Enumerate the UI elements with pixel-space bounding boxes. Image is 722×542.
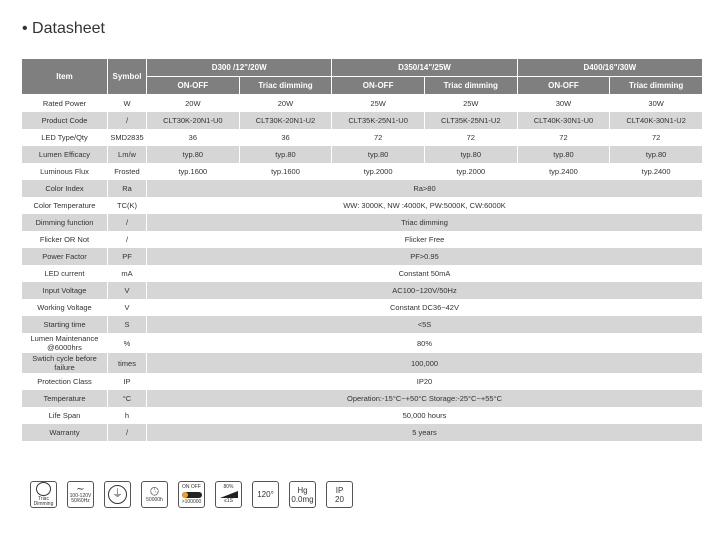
icon-sub-label: 20 — [335, 494, 344, 504]
icon-label: >100000 — [181, 498, 202, 505]
lifespan-icon — [141, 481, 168, 508]
row-value: Operation:-15°C~+50°C Storage:-25°C~+55°C — [147, 390, 703, 407]
mercury-icon — [289, 481, 316, 508]
row-value: CLT40K-30N1-U0 — [517, 112, 610, 129]
header-group: D400/16"/30W — [517, 59, 702, 77]
row-value: Flicker Free — [147, 231, 703, 248]
ramp-shape — [220, 491, 238, 498]
row-value: typ.2400 — [610, 163, 703, 180]
row-symbol: W — [108, 95, 147, 113]
row-value: typ.1600 — [147, 163, 240, 180]
row-symbol: / — [108, 424, 147, 441]
icon-label: ≤1S — [224, 498, 233, 504]
row-value: 80% — [147, 333, 703, 353]
row-value: CLT35K-25N1-U0 — [332, 112, 425, 129]
row-item: Luminous Flux — [22, 163, 108, 180]
header-group: D300 /12"/20W — [147, 59, 332, 77]
row-item: Color Temperature — [22, 197, 108, 214]
row-item: Working Voltage — [22, 299, 108, 316]
icon-top-label: 80% — [223, 484, 234, 490]
table-row — [22, 180, 703, 197]
row-value: typ.80 — [610, 146, 703, 163]
clock-symbol: 🕓︎ — [150, 486, 159, 498]
row-value: 36 — [147, 129, 240, 146]
row-item: Lumen Maintenance @6000hrs — [22, 333, 108, 353]
row-value: typ.80 — [239, 146, 332, 163]
row-value: 25W — [424, 95, 517, 113]
row-value: 72 — [332, 129, 425, 146]
row-value: CLT30K-20N1-U0 — [147, 112, 240, 129]
row-value: 72 — [424, 129, 517, 146]
row-item: Swtich cycle before failure — [22, 353, 108, 373]
row-item: Life Span — [22, 407, 108, 424]
row-value: Constant DC36~42V — [147, 299, 703, 316]
table-row — [22, 214, 703, 231]
row-value: typ.80 — [332, 146, 425, 163]
row-value: AC100~120V/50Hz — [147, 282, 703, 299]
row-value: CLT40K-30N1-U2 — [610, 112, 703, 129]
row-symbol: S — [108, 316, 147, 333]
header-sub: ON-OFF — [332, 77, 425, 95]
row-value: typ.80 — [147, 146, 240, 163]
row-item: Lumen Efficacy — [22, 146, 108, 163]
table-row — [22, 112, 703, 129]
page-title: • Datasheet — [22, 20, 105, 37]
row-value: Ra>80 — [147, 180, 703, 197]
row-value: typ.80 — [517, 146, 610, 163]
table-row — [22, 373, 703, 390]
row-symbol: / — [108, 214, 147, 231]
header-group: D350/14"/25W — [332, 59, 517, 77]
table-row — [22, 265, 703, 282]
feature-icons — [30, 481, 353, 508]
row-value: 20W — [239, 95, 332, 113]
voltage-icon — [67, 481, 94, 508]
row-value: 36 — [239, 129, 332, 146]
row-item: Starting time — [22, 316, 108, 333]
row-value: CLT35K-25N1-U2 — [424, 112, 517, 129]
row-item: Color Index — [22, 180, 108, 197]
row-symbol: TC(K) — [108, 197, 147, 214]
header-item: Item — [22, 59, 108, 95]
table-row — [22, 95, 703, 113]
toggle-shape — [182, 492, 202, 498]
knob-shape — [36, 482, 51, 496]
row-symbol: SMD2835 — [108, 129, 147, 146]
triac-dimming-icon — [30, 481, 57, 508]
ground-icon — [104, 481, 131, 508]
row-item: Rated Power — [22, 95, 108, 113]
row-value: PF>0.95 — [147, 248, 703, 265]
row-item: Warranty — [22, 424, 108, 441]
row-item: Input Voltage — [22, 282, 108, 299]
row-item: Protection Class — [22, 373, 108, 390]
row-symbol: °C — [108, 390, 147, 407]
table-row — [22, 282, 703, 299]
row-value: WW: 3000K, NW :4000K, PW:5000K, CW:6000K — [147, 197, 703, 214]
row-value: CLT30K-20N1-U2 — [239, 112, 332, 129]
ground-symbol: ⏚ — [108, 485, 127, 504]
row-value: 5 years — [147, 424, 703, 441]
row-symbol: / — [108, 231, 147, 248]
row-symbol: / — [108, 112, 147, 129]
row-value: 72 — [610, 129, 703, 146]
beam-angle-icon — [252, 481, 279, 508]
row-symbol: V — [108, 299, 147, 316]
icon-label: 120° — [257, 490, 274, 499]
row-value: IP20 — [147, 373, 703, 390]
row-symbol: Lm/w — [108, 146, 147, 163]
row-value: typ.80 — [424, 146, 517, 163]
table-row — [22, 129, 703, 146]
row-value: 72 — [517, 129, 610, 146]
row-item: LED Type/Qty — [22, 129, 108, 146]
icon-label: Triac Dimming — [33, 496, 54, 507]
row-symbol: V — [108, 282, 147, 299]
row-symbol: mA — [108, 265, 147, 282]
row-value: 50,000 hours — [147, 407, 703, 424]
row-value: 100,000 — [147, 353, 703, 373]
table-row — [22, 333, 703, 353]
header-sub: ON-OFF — [517, 77, 610, 95]
header-sub: Triac dimming — [610, 77, 703, 95]
icon-label: 100-120V 50/60Hz — [69, 492, 92, 504]
icon-top-label: ON OFF — [182, 483, 201, 490]
sine-wave: ∼ — [76, 483, 85, 495]
row-value: typ.2000 — [424, 163, 517, 180]
row-value: 20W — [147, 95, 240, 113]
row-value: typ.2000 — [332, 163, 425, 180]
row-value: <5S — [147, 316, 703, 333]
table-row — [22, 163, 703, 180]
header-sub: ON-OFF — [147, 77, 240, 95]
row-value: typ.2400 — [517, 163, 610, 180]
table-row — [22, 424, 703, 441]
table-row — [22, 353, 703, 373]
row-symbol: % — [108, 333, 147, 353]
table-row — [22, 248, 703, 265]
row-value: typ.1600 — [239, 163, 332, 180]
table-row — [22, 390, 703, 407]
row-item: Flicker OR Not — [22, 231, 108, 248]
row-value: 30W — [517, 95, 610, 113]
row-item: Temperature — [22, 390, 108, 407]
icon-label: 50000h — [146, 497, 163, 503]
ip-rating-icon — [326, 481, 353, 508]
row-symbol: IP — [108, 373, 147, 390]
table-row — [22, 197, 703, 214]
row-value: Triac dimming — [147, 214, 703, 231]
table-row — [22, 299, 703, 316]
row-symbol: h — [108, 407, 147, 424]
header-sub: Triac dimming — [239, 77, 332, 95]
start-time-icon — [215, 481, 242, 508]
datasheet-table — [21, 58, 703, 441]
row-item: LED current — [22, 265, 108, 282]
row-value: 25W — [332, 95, 425, 113]
icon-label: Hg — [297, 485, 308, 495]
header-sub: Triac dimming — [424, 77, 517, 95]
table-row — [22, 231, 703, 248]
row-symbol: Frosted — [108, 163, 147, 180]
row-item: Dimming function — [22, 214, 108, 231]
row-value: Constant 50mA — [147, 265, 703, 282]
icon-label: IP — [335, 485, 344, 495]
row-item: Power Factor — [22, 248, 108, 265]
row-symbol: PF — [108, 248, 147, 265]
row-value: 30W — [610, 95, 703, 113]
switch-cycle-icon — [178, 481, 205, 508]
row-symbol: Ra — [108, 180, 147, 197]
table-row — [22, 146, 703, 163]
row-item: Product Code — [22, 112, 108, 129]
icon-sub-label: 0.0mg — [291, 494, 314, 504]
header-symbol: Symbol — [108, 59, 147, 95]
table-row — [22, 407, 703, 424]
row-symbol: times — [108, 353, 147, 373]
table-row — [22, 316, 703, 333]
